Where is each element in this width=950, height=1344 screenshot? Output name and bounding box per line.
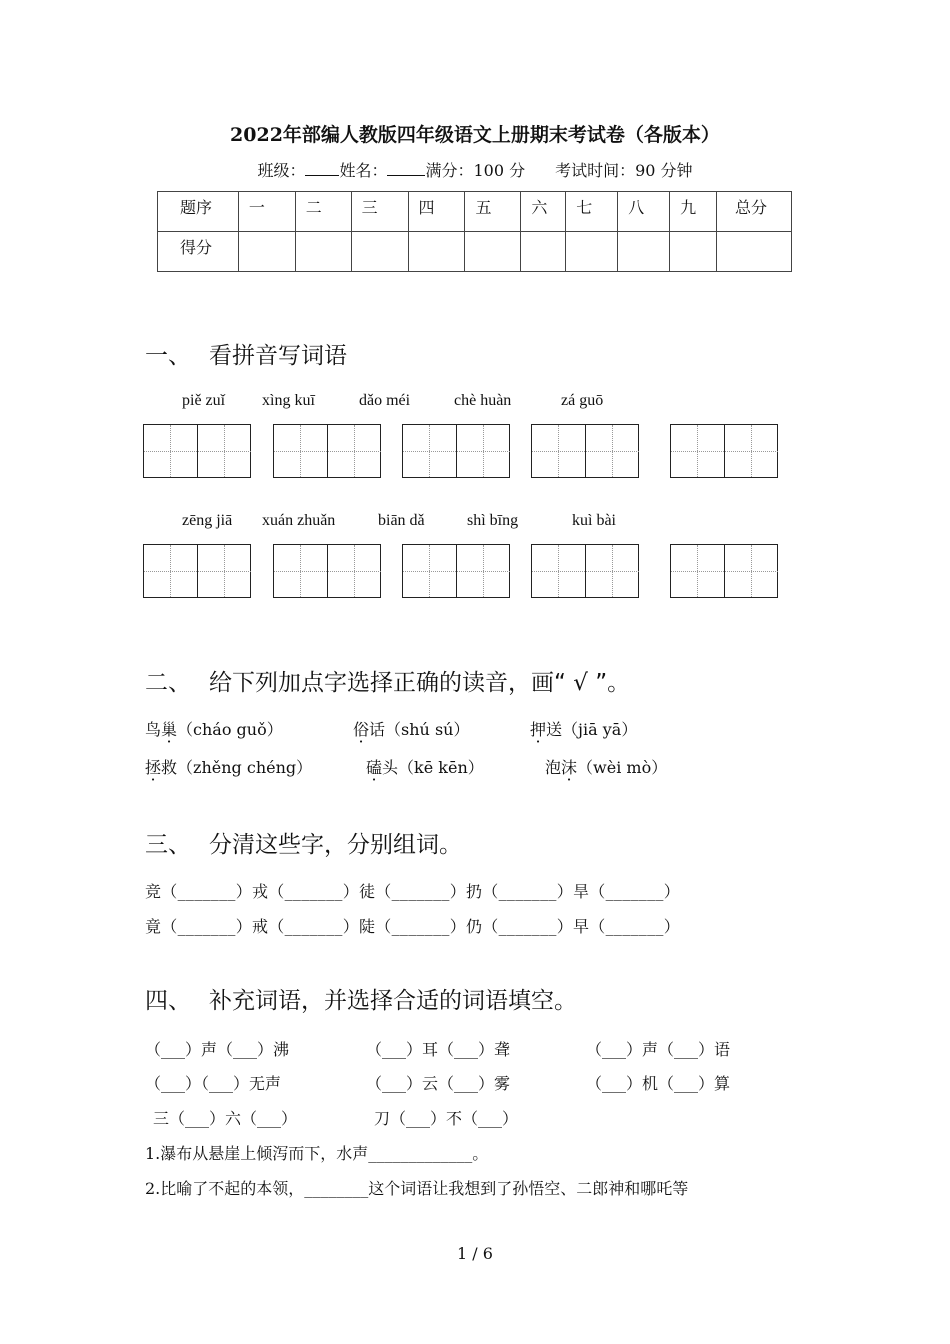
pinyin-label: shì bīng	[467, 512, 519, 529]
section2-number: 二、	[145, 670, 191, 696]
section4-number: 四、	[145, 988, 191, 1014]
writing-grid[interactable]	[273, 424, 381, 478]
dotted-char: 磕	[366, 758, 383, 777]
item-char: 鸟	[145, 720, 162, 739]
score-value-row	[158, 232, 792, 272]
page-title: 2022年部编人教版四年级语文上册期末考试卷（各版本）	[230, 124, 720, 146]
writing-grid[interactable]	[670, 424, 778, 478]
dotted-char: 俗	[353, 720, 370, 739]
score-header-cell: 二	[295, 192, 351, 232]
item-char: 救	[161, 758, 178, 777]
score-header-cell: 九	[670, 192, 717, 232]
pinyin-label: zēng jiā	[182, 512, 233, 529]
section1-heading	[145, 337, 347, 370]
dotted-char: 巢	[161, 720, 178, 739]
section1-title: 看拼音写词语	[209, 343, 347, 369]
section3-number: 三、	[145, 832, 191, 858]
pronunciation-item	[145, 755, 312, 778]
score-header-cell: 三	[351, 192, 408, 232]
idiom-blank[interactable]: （___）云（___）雾	[366, 1074, 511, 1093]
score-header-cell: 四	[408, 192, 465, 232]
pinyin-label: xìng kuī	[262, 392, 315, 409]
score-input-cell[interactable]	[670, 232, 717, 272]
word-group-line[interactable]: 竟（_______）戒（_______）陡（_______）仍（_______）早（_______）	[145, 917, 680, 936]
writing-grid[interactable]	[670, 544, 778, 598]
pinyin-label: xuán zhuǎn	[262, 512, 336, 529]
score-input-cell[interactable]	[351, 232, 408, 272]
pronunciation-item	[366, 755, 484, 778]
pronunciation-item	[353, 717, 469, 740]
score-input-cell[interactable]	[521, 232, 566, 272]
class-label: 班级：	[257, 161, 306, 180]
fill-question-2[interactable]: 2.比喻了不起的本领，________这个词语让我想到了孙悟空、二郎神和哪吒等	[145, 1179, 689, 1198]
item-char: 送	[546, 720, 563, 739]
dotted-char: 拯	[145, 758, 162, 777]
section4-title: 补充词语，并选择合适的词语填空。	[209, 988, 577, 1014]
writing-grid[interactable]	[402, 544, 510, 598]
name-label: 姓名：	[339, 161, 388, 180]
class-blank	[305, 161, 339, 176]
section3-title: 分清这些字，分别组词。	[209, 832, 462, 858]
score-input-cell[interactable]	[238, 232, 295, 272]
pinyin-label: zá guō	[561, 392, 604, 409]
item-char: 泡	[545, 758, 562, 777]
score-input-cell[interactable]	[566, 232, 618, 272]
section1-number: 一、	[145, 343, 191, 369]
score-header-cell: 八	[618, 192, 670, 232]
pronunciation-options[interactable]: （zhěng chéng）	[177, 758, 313, 777]
fill-question-1[interactable]: 1.瀑布从悬崖上倾泻而下，水声_____________。	[145, 1144, 489, 1163]
idiom-blank[interactable]: （___）（___）无声	[145, 1074, 282, 1093]
score-header-cell: 一	[238, 192, 295, 232]
score-input-cell[interactable]	[618, 232, 670, 272]
name-blank	[387, 161, 425, 176]
pronunciation-item	[545, 755, 667, 778]
score-header-row	[158, 192, 792, 232]
pinyin-label: chè huàn	[454, 392, 512, 409]
dotted-char: 押	[530, 720, 547, 739]
section3-heading	[145, 826, 462, 859]
idiom-blank[interactable]: （___）耳（___）聋	[366, 1040, 511, 1059]
score-input-cell[interactable]	[465, 232, 521, 272]
pronunciation-options[interactable]: （kē kēn）	[398, 758, 484, 777]
score-header-cell: 六	[521, 192, 566, 232]
score-header-cell: 总分	[717, 192, 792, 232]
idiom-blank[interactable]: 刀（___）不（___）	[374, 1109, 519, 1128]
idiom-blank[interactable]: （___）声（___）语	[586, 1040, 731, 1059]
score-row-label: 得分	[158, 232, 239, 272]
section2-title: 给下列加点字选择正确的读音，画“ √ ”。	[209, 670, 631, 696]
score-header-cell: 七	[566, 192, 618, 232]
pronunciation-options[interactable]: （jiā yā）	[562, 720, 638, 739]
score-table	[157, 191, 792, 272]
writing-grid[interactable]	[273, 544, 381, 598]
pronunciation-item	[530, 717, 637, 740]
writing-grid[interactable]	[143, 424, 251, 478]
pronunciation-item	[145, 717, 283, 740]
exam-time: 考试时间：90 分钟	[555, 161, 693, 180]
word-group-line[interactable]: 竞（_______）戎（_______）徒（_______）扔（_______）旱（_______）	[145, 882, 680, 901]
score-header-cell: 五	[465, 192, 521, 232]
pinyin-label: biān dǎ	[378, 512, 425, 529]
pinyin-label: piě zuǐ	[182, 392, 226, 409]
writing-grid[interactable]	[531, 544, 639, 598]
score-input-cell[interactable]	[408, 232, 465, 272]
score-input-cell[interactable]	[295, 232, 351, 272]
section2-heading	[145, 664, 630, 697]
pinyin-label: dǎo méi	[359, 392, 411, 409]
pronunciation-options[interactable]: （shú sú）	[385, 720, 470, 739]
pronunciation-options[interactable]: （cháo guǒ）	[177, 720, 283, 739]
page-number: 1 / 6	[457, 1244, 493, 1263]
item-char: 话	[369, 720, 386, 739]
dotted-char: 沫	[561, 758, 578, 777]
section4-heading	[145, 982, 577, 1015]
idiom-blank[interactable]: （___）机（___）算	[586, 1074, 731, 1093]
writing-grid[interactable]	[531, 424, 639, 478]
item-char: 头	[382, 758, 399, 777]
exam-info	[0, 158, 950, 181]
idiom-blank[interactable]: （___）声（___）沸	[145, 1040, 290, 1059]
pronunciation-options[interactable]: （wèi mò）	[577, 758, 668, 777]
idiom-blank[interactable]: 三（___）六（___）	[153, 1109, 298, 1128]
writing-grid[interactable]	[143, 544, 251, 598]
score-input-cell[interactable]	[717, 232, 792, 272]
full-score: 满分：100 分	[425, 161, 526, 180]
writing-grid[interactable]	[402, 424, 510, 478]
pinyin-label: kuì bài	[572, 512, 616, 529]
score-header-cell: 题序	[158, 192, 239, 232]
